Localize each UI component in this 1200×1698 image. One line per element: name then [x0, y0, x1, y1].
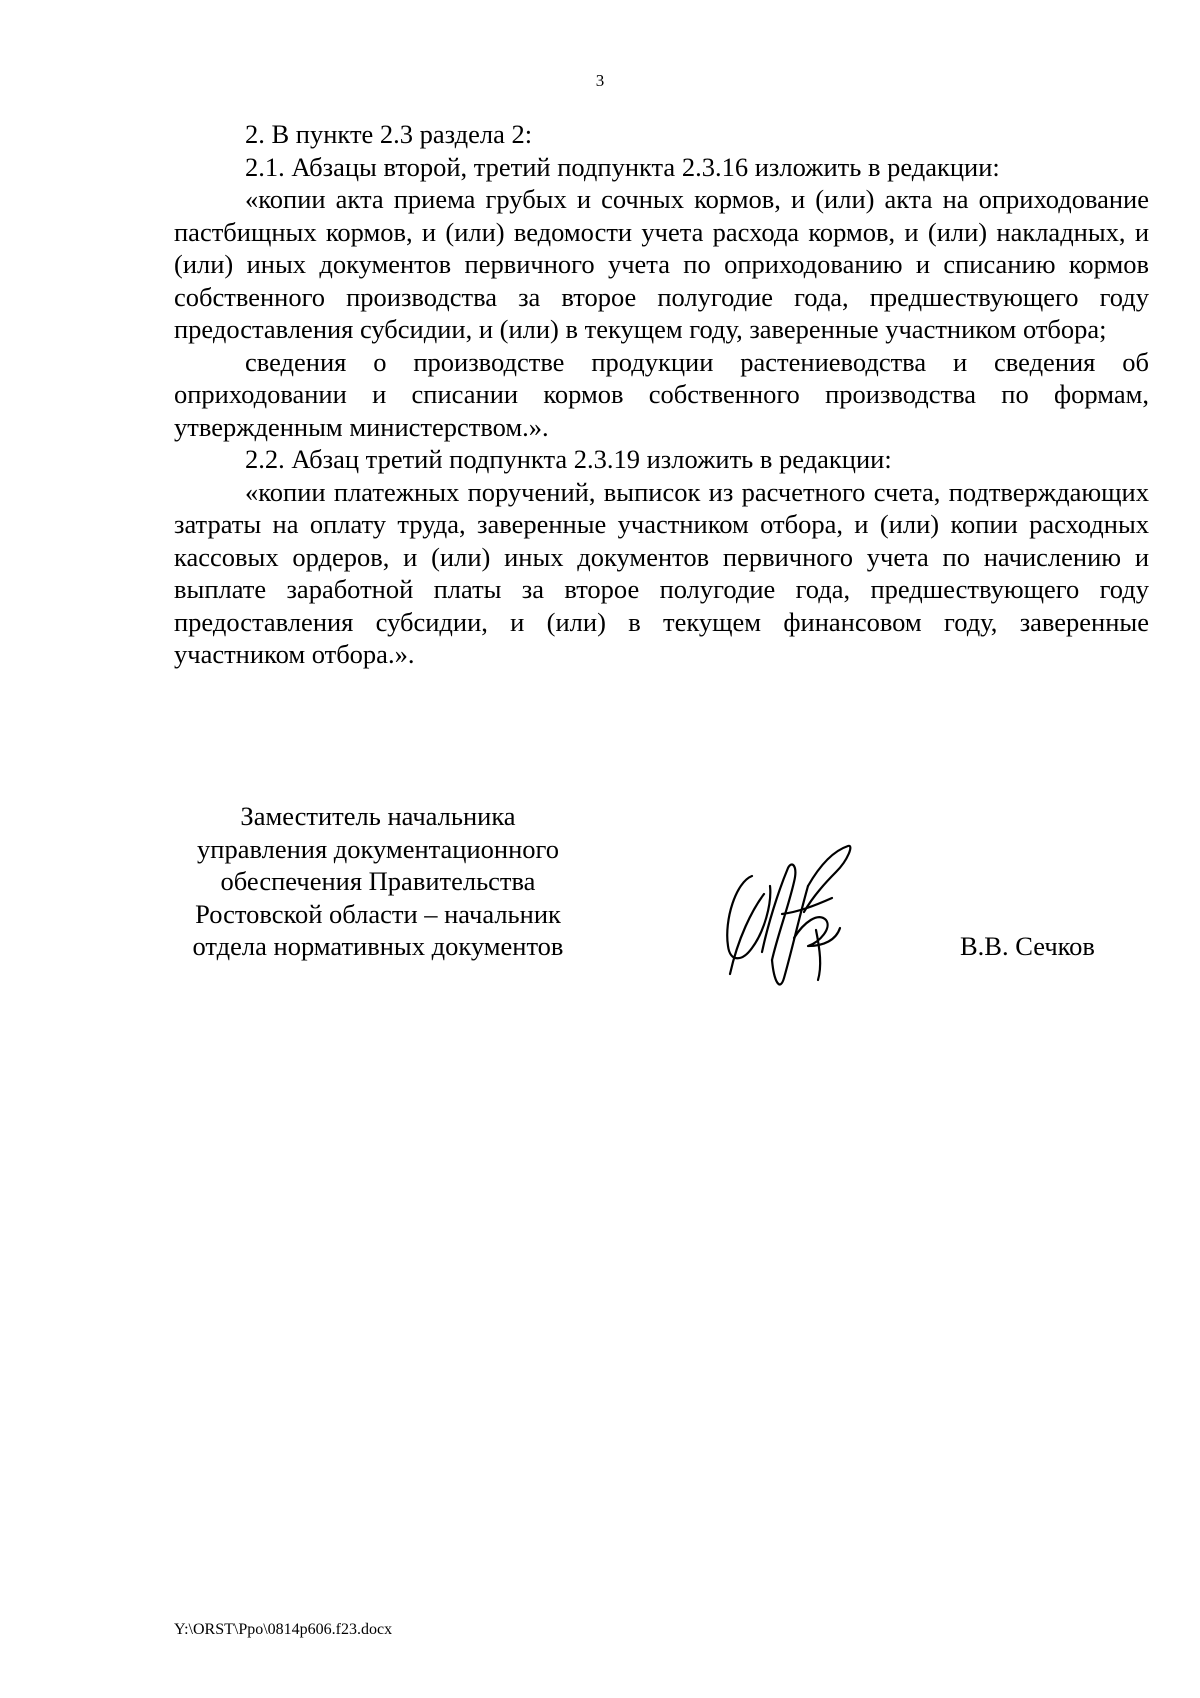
document-body [174, 118, 1149, 671]
signatory-position-line: отдела нормативных документов [192, 931, 564, 961]
paragraph-quote-2-3-16-first: «копии акта приема грубых и сочных кормов, и (или) акта на оприходование пастбищных кормов, и (или) ведомости учета расхода кормов, и (или) накладных, и (или) иных документов первичного учета по оприходованию и списанию кормов собственного производства за второе полугодие года, предшествующего году предоставления субсидии, и (или) в текущем году, заверенные участником отбора; [174, 184, 1149, 344]
paragraph-section-intro: 2. В пункте 2.3 раздела 2: [245, 119, 533, 149]
handwritten-signature [712, 842, 862, 992]
paragraph-item-2-1: 2.1. Абзацы второй, третий подпункта 2.3.16 изложить в редакции: [245, 151, 1000, 182]
signatory-position [168, 800, 588, 963]
page-number: 3 [595, 71, 605, 90]
signatory-position-line: Ростовской области – начальник [195, 898, 561, 929]
signatory-position-line: управления документационного [197, 833, 559, 864]
paragraph-quote-2-3-19: «копии платежных поручений, выписок из расчетного счета, подтверждающих затраты на оплату труда, заверенные участником отбора, и (или) копии расходных кассовых ордеров, и (или) иных документов первичного учета по начислению и выплате заработной платы за второе полугодие года, предшествующего году предоставления субсидии, и (или) в текущем финансовом году, заверенные участником отбора.». [174, 476, 1149, 669]
signatory-position-line: обеспечения Правительства [220, 866, 536, 896]
signer-name: В.В. Сечков [960, 931, 1095, 961]
paragraph-quote-2-3-16-second: сведения о производстве продукции растениеводства и сведения об оприходовании и списании кормов собственного производства по формам, утвержденным министерством.». [174, 346, 1149, 442]
footer-file-path: Y:\ORST\Ppo\0814p606.f23.docx [174, 1621, 393, 1638]
signatory-position-line: Заместитель начальника [240, 801, 516, 831]
paragraph-item-2-2: 2.2. Абзац третий подпункта 2.3.19 изложить в редакции: [245, 444, 892, 474]
